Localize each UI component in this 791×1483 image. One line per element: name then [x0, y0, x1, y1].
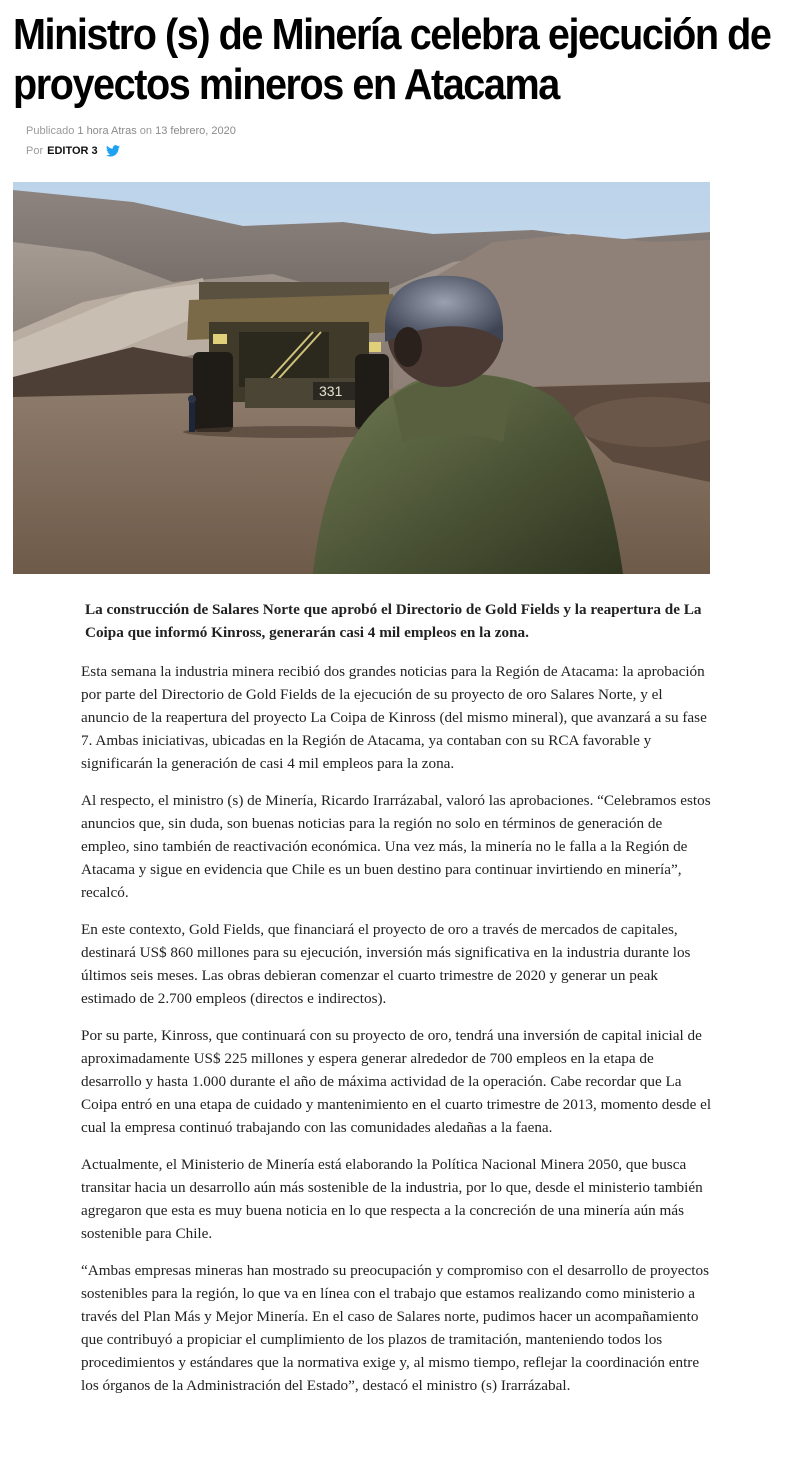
- on-label: on: [139, 125, 153, 137]
- article-paragraph: Por su parte, Kinross, que continuará con su proyecto de oro, tendrá una inversión de capital inicial de aproximadamente US$ 225 millones y espera generar alrededor de 700 empleos en la etapa de desarrollo y hasta 1.000 durante el año de máxima actividad de la operación. Cabe recordar que La Coipa entró en una etapa de cuidado y mantenimiento en el cuarto trimestre de 2013, momento desde el cual la empresa continuó trabajando con las comunidades aledañas a la faena.: [81, 1027, 712, 1136]
- byline: [26, 144, 120, 158]
- published-label: Publicado: [26, 125, 75, 137]
- article-paragraph: Esta semana la industria minera recibió dos grandes noticias para la Región de Atacama: la aprobación por parte del Directorio de Gold Fields de la ejecución de su proyecto de oro Salares Norte, y el anuncio de la reapertura del proyecto La Coipa de Kinross (del mismo mineral), que avanzará a su fase 7. Ambas iniciativas, ubicadas en la Región de Atacama, ya contaban con su RCA favorable y significarán la generación de casi 4 mil empleos para la zona.: [81, 663, 707, 772]
- article-paragraph: En este contexto, Gold Fields, que financiará el proyecto de oro a través de mercados de capitales, destinará US$ 860 millones para su ejecución, inversión más significativa en la industria durante los últimos seis meses. Las obras debieran comenzar el cuarto trimestre de 2020 y generar un peak estimado de 2.700 empleos (directos e indirectos).: [81, 921, 691, 1007]
- twitter-icon[interactable]: [106, 145, 120, 157]
- article-paragraph: Al respecto, el ministro (s) de Minería, Ricardo Irarrázabal, valoró las aprobaciones. “Celebramos estos anuncios que, sin duda, son buenas noticias para la región no solo en términos de generación de empleo, sino también de reactivación económica. Una vez más, la minería no le falla a la Región de Atacama y sigue en evidencia que Chile es un buen destino para continuar invirtiendo en minería”, recalcó.: [81, 792, 711, 901]
- article-paragraph: Actualmente, el Ministerio de Minería está elaborando la Política Nacional Minera 2050, que busca transitar hacia un desarrollo aún más sostenible de la industria, por lo que, desde el ministerio también agregaron que esta es muy buena noticia en lo que respecta a la concreción de una minería aún más sostenible para Chile.: [81, 1156, 703, 1242]
- time-ago: 1 hora Atras: [77, 125, 137, 137]
- publish-info: [26, 124, 236, 138]
- article-hero-image: [13, 182, 710, 574]
- article-lead: La construcción de Salares Norte que aprobó el Directorio de Gold Fields y la reapertura de La Coipa que informó Kinross, generarán casi 4 mil empleos en la zona.: [85, 601, 702, 641]
- author-link[interactable]: EDITOR 3: [47, 145, 98, 157]
- mining-truck-photo: [13, 182, 710, 574]
- publish-date: 13 febrero, 2020: [155, 125, 236, 137]
- article-body: [81, 598, 713, 1411]
- by-label: Por: [26, 145, 44, 157]
- article-title: Ministro (s) de Minería celebra ejecución de proyectos mineros en Atacama: [13, 10, 771, 109]
- svg-text:331: 331: [319, 383, 343, 399]
- article-paragraph: “Ambas empresas mineras han mostrado su preocupación y compromiso con el desarrollo de proyectos sostenibles para la región, lo que va en línea con el trabajo que estamos realizando como ministerio a través del Plan Más y Mejor Minería. En el caso de Salares norte, pudimos hacer un acompañamiento que contribuyó a propiciar el cumplimiento de los plazos de tramitación, manteniendo todos los procedimientos y estándares que la normativa exige y, al mismo tiempo, reflejar la coordinación entre los órganos de la Administración del Estado”, destacó el ministro (s) Irarrázabal.: [81, 1262, 709, 1394]
